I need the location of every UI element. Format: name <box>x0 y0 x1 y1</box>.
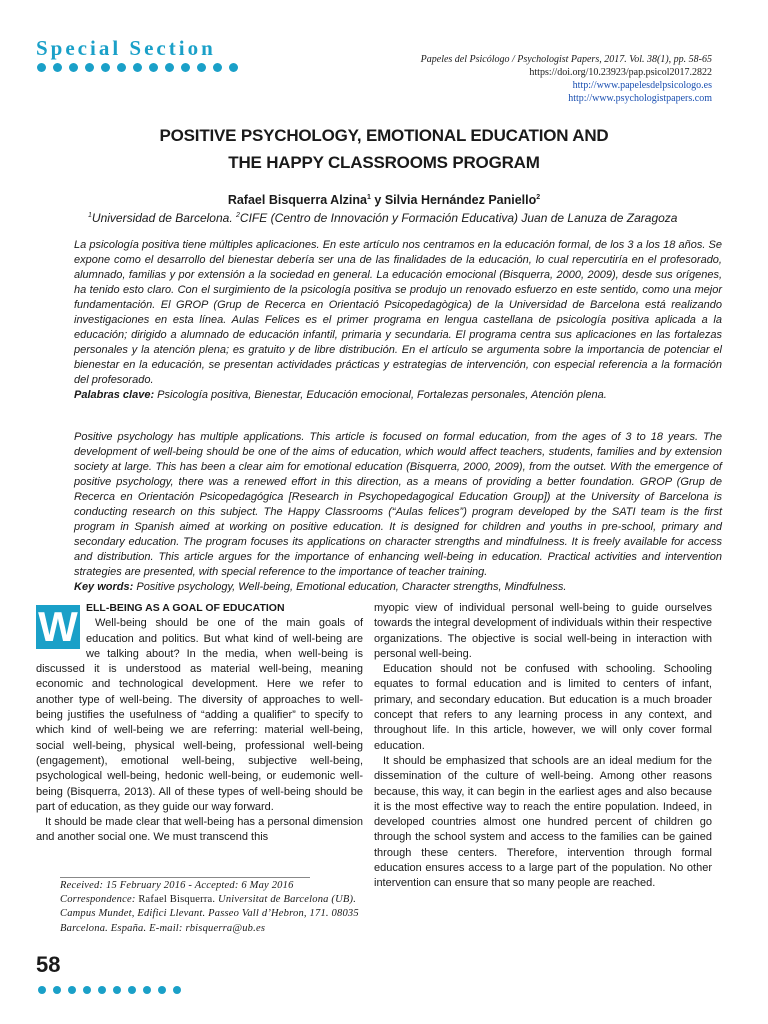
drop-cap: W <box>36 605 80 649</box>
affiliation-1: Universidad de Barcelona. <box>91 211 236 225</box>
paragraph: Education should not be confused with schooling. Schooling equates to formal education and is limited to centers of infant, primary, and secondary education. But education is a much broader concept that refers to any learning process in any context, and throughout life. In this article, however, we will only cover formal education. <box>374 663 712 752</box>
correspondence-label: Correspondence: <box>60 894 139 906</box>
doi-text: https://doi.org/10.23923/pap.psicol2017.2822 <box>529 67 712 78</box>
body-column-left <box>36 601 363 846</box>
keywords-en: Positive psychology, Well-being, Emotional education, Character strengths, Mindfulness. <box>133 581 567 593</box>
keywords-es-label: Palabras clave: <box>74 389 155 401</box>
received-dates: Received: 15 February 2016 - Accepted: 6 May 2016 <box>60 880 294 891</box>
journal-citation: Papeles del Psicólogo / Psychologist Papers, 2017. Vol. 38(1), pp. 58-65 <box>420 54 712 65</box>
author-separator: y <box>370 193 385 207</box>
affiliation-2: CIFE (Centro de Innovación y Formación Educativa) Juan de Lanuza de Zaragoza <box>239 211 678 225</box>
affiliations <box>88 211 677 225</box>
journal-citation-block <box>421 53 712 105</box>
keywords-en-label: Key words: <box>74 581 134 593</box>
section-heading: ELL-BEING AS A GOAL OF EDUCATION <box>86 602 285 614</box>
paragraph: It should be made clear that well-being has a personal dimension and another social one. We must transcend this <box>36 816 363 844</box>
journal-link-en[interactable]: http://www.psychologistpapers.com <box>568 93 712 104</box>
paragraph: It should be emphasized that schools are an ideal medium for the dissemination of the culture of well-being. Among other reasons because, this way, it can begin in the earliest ages and also because it is the most effective way to reach the entire population. Indeed, in developed countries almost one hundred percent of children go through the school system and access to the families can be gained through these centers. Therefore, intervention through formal education ensures access to a large part of the population. No other intervention can ensure that so many people are reached. <box>374 754 712 890</box>
keywords-es: Psicología positiva, Bienestar, Educación emocional, Fortalezas personales, Atención plena. <box>154 389 607 401</box>
title-line-2: THE HAPPY CLASSROOMS PROGRAM <box>228 153 540 172</box>
author-2: Silvia Hernández Paniello <box>384 193 537 207</box>
section-heading-wrap <box>36 601 363 616</box>
paragraph: Well-being should be one of the main goals of education and politics. But what kind of well-being are we talking about? In the media, when well-being is discussed it is understood as material well-being, meaning economic and technological development. Here we refer to another type of well-being. The diversity of approaches to well-being justifies the usefulness of “adding a qualifier” to specify to which kind of well-being we are referring: material well-being, social well-being, physical well-being, professional well-being (engagement), emotional well-being, subjective well-being, psychological well-being, hedonic well-being, or eudemonic well-being (Bisquerra, 2013). All of these types of well-being should be part of education, as they guide our way forward. <box>36 617 363 813</box>
footnote <box>60 879 370 936</box>
affil-1-marker: 1 <box>88 212 92 219</box>
abstract-english <box>74 430 722 595</box>
author-1: Rafael Bisquerra Alzina <box>227 193 367 207</box>
journal-link-es[interactable]: http://www.papelesdelpsicologo.es <box>572 80 712 91</box>
authors <box>60 193 708 207</box>
author-1-marker: 1 <box>367 193 371 201</box>
abstract-spanish <box>74 238 722 403</box>
decorative-dot-row-bottom <box>38 986 181 994</box>
footnote-divider <box>60 877 310 878</box>
correspondence-address: Universitat de Barcelona (UB). Campus Mundet, Edifici Llevant. Passeo Vall d’Hebron, 171. 08035 Barcelona. España. E-mail: rbisquerra@ub.es <box>60 894 359 934</box>
page-number: 58 <box>36 952 61 977</box>
affil-2-marker: 2 <box>236 212 240 219</box>
article-title <box>60 122 708 176</box>
title-line-1: POSITIVE PSYCHOLOGY, EMOTIONAL EDUCATION AND <box>159 126 609 145</box>
paragraph: myopic view of individual personal well-being to guide ourselves towards the integral development of individuals within their respective organizations. The objective is social well-being in interaction with personal well-being. <box>374 602 712 660</box>
abstract-en-text: Positive psychology has multiple applications. This article is focused on formal education, from the ages of 3 to 18 years. The development of well-being should be one of the aims of education, which would affect teachers, students, families and by extension society at large. This has been a clear aim for emotional education (Bisquerra, 2000, 2009), from the outset. With the emergence of positive psychology, there was a renewed effort in this direction, as a means of providing a better foundation. GROP (Grup de Recerca en Orientación Psicopedagógica [Research in Psychopedagogical Education Group]) at the University of Barcelona is conducting research on this subject. The Happy Classrooms (“Aulas felices”) program developed by the SATI team is the first program in Spanish aimed at working on positive education. It is designed for children and youths in pre-school, primary and secondary education. The program focuses its applications on character strengths and mindfulness. It is freely available for access and distribution. This article argues for the importance of enhancing well-being in education. Practical activities and intervention strategies are presented, with special reference to the importance of teacher training. <box>74 431 722 578</box>
body-column-right <box>374 601 712 892</box>
author-2-marker: 2 <box>536 193 541 201</box>
correspondence-name: Rafael Bisquerra. <box>138 894 216 906</box>
section-label: Special Section <box>36 36 216 60</box>
decorative-dot-row <box>37 63 238 72</box>
abstract-es-text: La psicología positiva tiene múltiples aplicaciones. En este artículo nos centramos en la educación formal, de los 3 a los 18 años. Se expone como el desarrollo del bienestar debería ser una de las finalidades de la educación, lo cual repercutiría en el profesorado, alumnado, familias y por extensión a la sociedad en general. La educación emocional (Bisquerra, 2000, 2009), desde sus orígenes, ha tenido esto claro. Con el surgimiento de la psicología positiva se produjo un renovado esfuerzo en este sentido, como una mejor fundamentación. El GROP (Grup de Recerca en Orientació Psicopedagògica) de la Universidad de Barcelona está realizando investigaciones en esta línea. Aulas Felices es el primer programa en lengua castellana de psicología positiva aplicada a la educación; dirigido a alumnado de educación infantil, primaria y secundaria. El programa centra sus aplicaciones en las fortalezas personales y la atención plena; es gratuito y de libre distribución. En el artículo se argumenta sobre la importancia de potenciar el bienestar en la educación, se presentan actividades prácticas y estrategias de intervención, con especial referencia a la formación del profesorado. <box>74 239 722 386</box>
